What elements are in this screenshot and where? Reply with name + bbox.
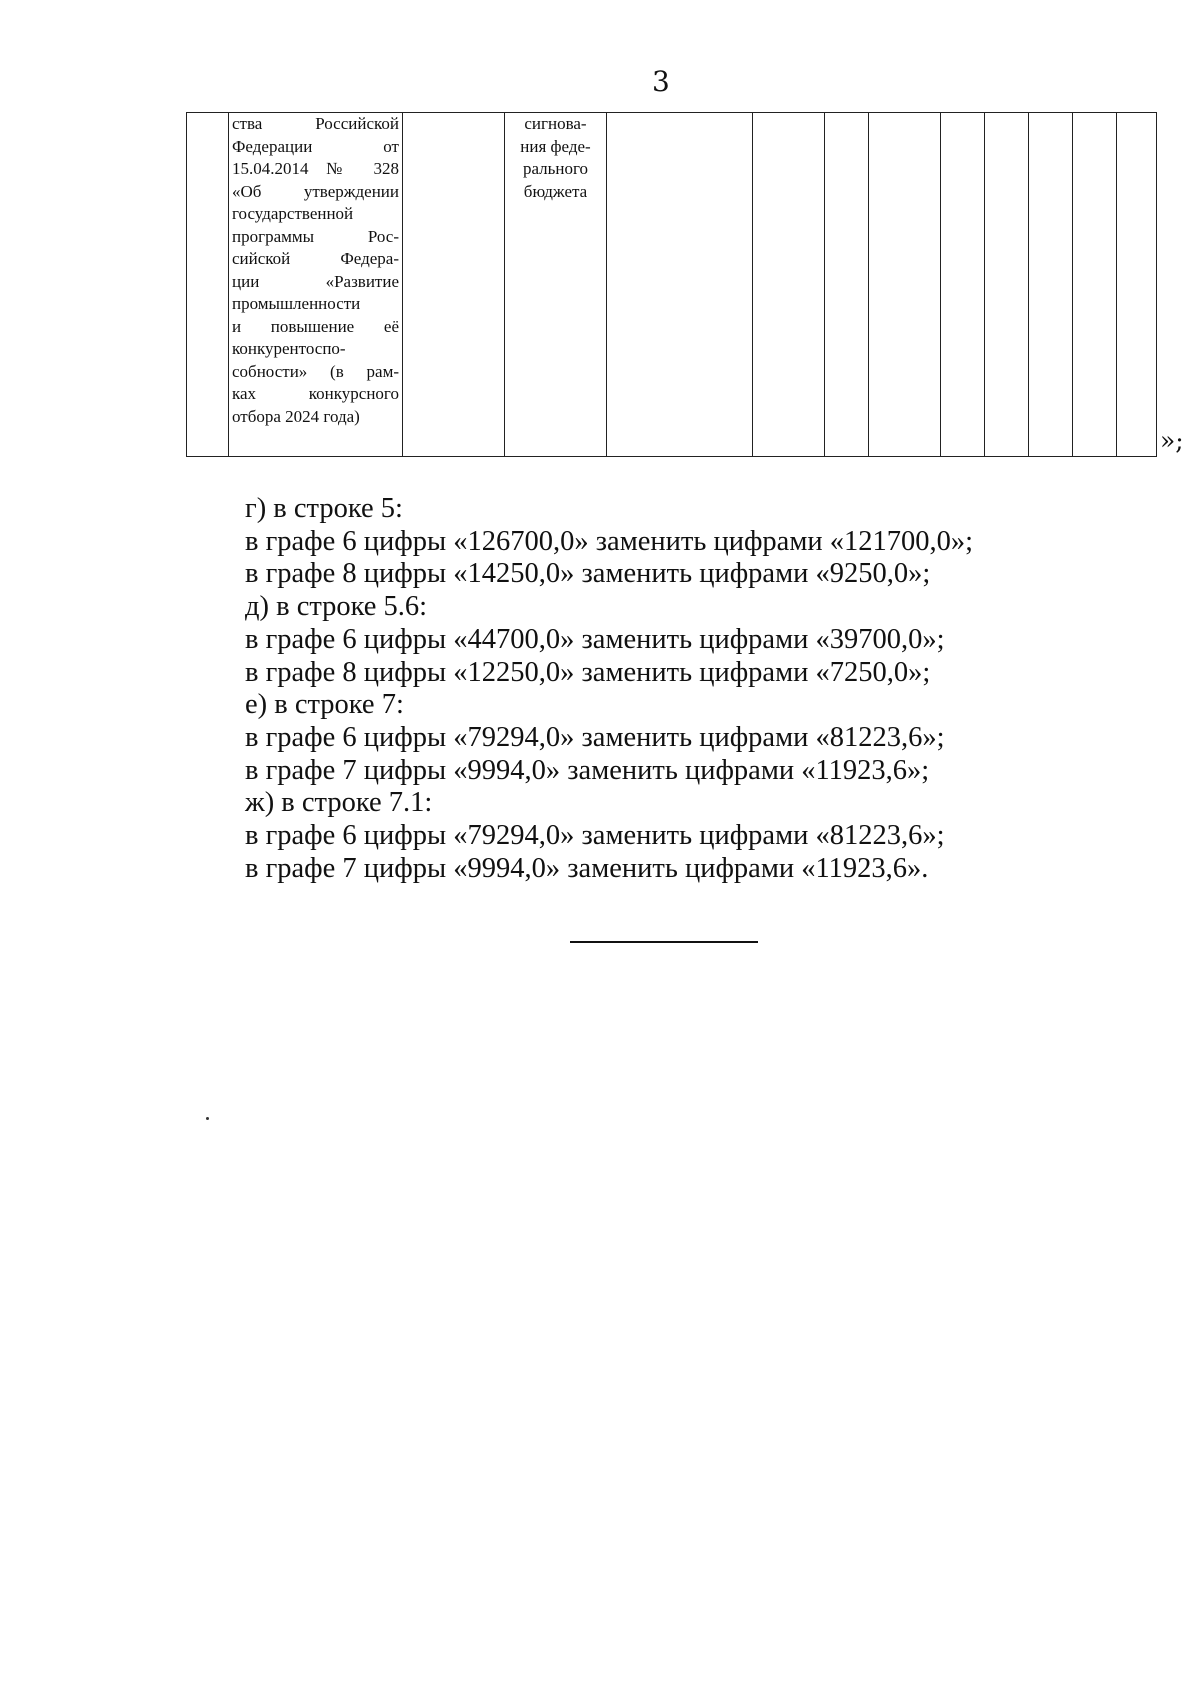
amendment-item: ж) в строке 7.1: [245,787,433,819]
table-cell-description [229,113,403,457]
amendment-item: д) в строке 5.6: [245,591,428,623]
table-closing-quote: »; [1160,426,1184,455]
table-cell-empty [941,113,985,457]
table-cell-empty [1029,113,1073,457]
table-cell-number [187,113,229,457]
description-line: «Об утверждении [232,181,399,201]
description-line: собности» (в рам- [232,361,399,381]
amendment-item: в графе 6 цифры «79294,0» заменить цифрами «81223,6»; [245,820,945,852]
table-cell-empty [1073,113,1117,457]
table-cell-empty [753,113,825,457]
amendment-item: в графе 8 цифры «12250,0» заменить цифрами «7250,0»; [245,656,931,688]
source-line: бюджета [523,181,588,201]
amendment-item: в графе 7 цифры «9994,0» заменить цифрами «11923,6»; [245,754,930,786]
table-cell-empty [403,113,505,457]
description-line: и повышение её [232,316,399,336]
description-line: промышленности [232,294,361,313]
source-line: рального [522,159,589,178]
page-number: 3 [652,65,670,98]
amendment-item: е) в строке 7: [245,689,404,721]
source-line: сигнова- [524,114,587,133]
amendments-list [245,493,973,885]
table-cell-empty [607,113,753,457]
continuation-table [186,112,1157,457]
amendment-item: в графе 6 цифры «44700,0» заменить цифрами «39700,0»; [245,623,945,655]
document-end-rule [570,941,758,943]
amendment-item: в графе 6 цифры «79294,0» заменить цифрами «81223,6»; [245,721,945,753]
table-cell-empty [825,113,869,457]
amendment-item: в графе 7 цифры «9994,0» заменить цифрами «11923,6». [245,852,929,884]
table-cell-empty [869,113,941,457]
table-cell-empty [1117,113,1157,457]
description-line: Федерации от [232,136,399,156]
description-line: программы Рос- [232,226,399,246]
description-line: конкурентоспо- [232,339,346,358]
amendment-item: в графе 8 цифры «14250,0» заменить цифрами «9250,0»; [245,558,931,590]
description-line: ства Российской [232,114,399,133]
description-line: 15.04.2014 № 328 [232,159,399,178]
description-line: государственной [232,204,354,223]
amendment-item: г) в строке 5: [245,493,403,524]
scan-artifact-dot [206,1117,209,1120]
description-line: сийской Федера- [232,249,399,268]
description-line: ции «Развитие [232,271,399,291]
description-line: ках конкурсного [232,384,399,403]
table-row [187,113,1157,457]
source-line: ния феде- [520,136,591,156]
table-cell-funding-source [505,113,607,457]
description-line: отбора 2024 года) [232,406,360,426]
amendment-item: в графе 6 цифры «126700,0» заменить цифрами «121700,0»; [245,525,974,557]
table-cell-empty [985,113,1029,457]
